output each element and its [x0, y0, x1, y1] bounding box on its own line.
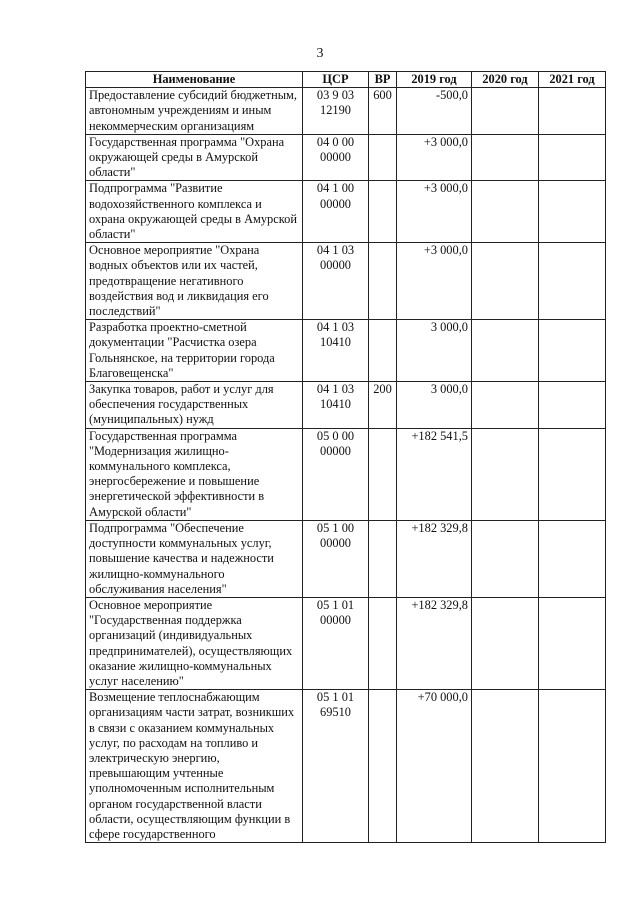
row-2021: [539, 382, 606, 429]
row-vr: [369, 597, 397, 689]
row-csr: 04 1 00 00000: [303, 181, 369, 243]
row-2020: [472, 88, 539, 135]
row-2020: [472, 382, 539, 429]
row-csr: 04 1 03 10410: [303, 320, 369, 382]
row-name: Подпрограмма "Развитие водохозяйственного комплекса и охрана окружающей среды в Амурской области": [86, 181, 303, 243]
row-2021: [539, 520, 606, 597]
table-row: [86, 520, 606, 597]
row-csr: 05 1 01 00000: [303, 597, 369, 689]
row-2019: +3 000,0: [397, 243, 472, 320]
row-2020: [472, 690, 539, 843]
row-2019: 3 000,0: [397, 320, 472, 382]
row-csr: 04 0 00 00000: [303, 134, 369, 181]
header-vr: ВР: [369, 72, 397, 88]
row-2020: [472, 428, 539, 520]
row-2019: +182 329,8: [397, 520, 472, 597]
table-row: [86, 181, 606, 243]
row-csr: 05 1 00 00000: [303, 520, 369, 597]
row-2020: [472, 520, 539, 597]
row-2021: [539, 690, 606, 843]
row-name: Разработка проектно-сметной документации "Расчистка озера Гольнянское, на территории города Благовещенска": [86, 320, 303, 382]
row-vr: [369, 520, 397, 597]
row-2020: [472, 134, 539, 181]
table-row: [86, 428, 606, 520]
row-vr: [369, 320, 397, 382]
row-name: Подпрограмма "Обеспечение доступности коммунальных услуг, повышение качества и надежности жилищно-коммунального обслуживания населения": [86, 520, 303, 597]
row-csr: 05 1 01 69510: [303, 690, 369, 843]
row-name: Основное мероприятие "Государственная поддержка организаций (индивидуальных предпринимателей), осуществляющих оказание жилищно-коммунальных услуг населению": [86, 597, 303, 689]
row-csr: 03 9 03 12190: [303, 88, 369, 135]
row-vr: 600: [369, 88, 397, 135]
table-row: [86, 690, 606, 843]
table-header-row: [86, 72, 606, 88]
row-2019: +182 541,5: [397, 428, 472, 520]
row-2021: [539, 88, 606, 135]
row-2021: [539, 181, 606, 243]
header-name: Наименование: [86, 72, 303, 88]
row-csr: 05 0 00 00000: [303, 428, 369, 520]
row-2021: [539, 134, 606, 181]
row-csr: 04 1 03 10410: [303, 382, 369, 429]
row-2019: +3 000,0: [397, 181, 472, 243]
table-row: [86, 320, 606, 382]
row-name: Закупка товаров, работ и услуг для обеспечения государственных (муниципальных) нужд: [86, 382, 303, 429]
row-2019: +70 000,0: [397, 690, 472, 843]
budget-table: [85, 71, 606, 843]
row-2019: +182 329,8: [397, 597, 472, 689]
table-row: [86, 134, 606, 181]
row-name: Основное мероприятие "Охрана водных объектов или их частей, предотвращение негативного воздействия вод и ликвидация его последствий": [86, 243, 303, 320]
row-vr: [369, 181, 397, 243]
header-2019: 2019 год: [397, 72, 472, 88]
header-2020: 2020 год: [472, 72, 539, 88]
row-vr: [369, 428, 397, 520]
header-csr: ЦСР: [303, 72, 369, 88]
row-2020: [472, 243, 539, 320]
row-2020: [472, 320, 539, 382]
table-row: [86, 243, 606, 320]
row-csr: 04 1 03 00000: [303, 243, 369, 320]
row-2019: 3 000,0: [397, 382, 472, 429]
row-2021: [539, 428, 606, 520]
row-2021: [539, 243, 606, 320]
table-row: [86, 88, 606, 135]
page-number: 3: [316, 46, 324, 61]
row-2021: [539, 597, 606, 689]
row-name: Предоставление субсидий бюджетным, автономным учреждениям и иным некоммерческим организациям: [86, 88, 303, 135]
row-vr: [369, 243, 397, 320]
row-2020: [472, 597, 539, 689]
row-2021: [539, 320, 606, 382]
row-2020: [472, 181, 539, 243]
row-name: Государственная программа "Охрана окружающей среды в Амурской области": [86, 134, 303, 181]
row-2019: +3 000,0: [397, 134, 472, 181]
header-2021: 2021 год: [539, 72, 606, 88]
table-row: [86, 382, 606, 429]
row-name: Возмещение теплоснабжающим организациям части затрат, возникших в связи с оказанием коммунальных услуг, по расходам на топливо и электрическую энергию, превышающим учтенные уполномоченным исполнительным органом государственной власти области, осуществляющим функции в сфере государственного: [86, 690, 303, 843]
row-name: Государственная программа "Модернизация жилищно-коммунального комплекса, энергосбережение и повышение энергетической эффективности в Амурской области": [86, 428, 303, 520]
row-2019: -500,0: [397, 88, 472, 135]
row-vr: [369, 690, 397, 843]
row-vr: [369, 134, 397, 181]
table-row: [86, 597, 606, 689]
row-vr: 200: [369, 382, 397, 429]
